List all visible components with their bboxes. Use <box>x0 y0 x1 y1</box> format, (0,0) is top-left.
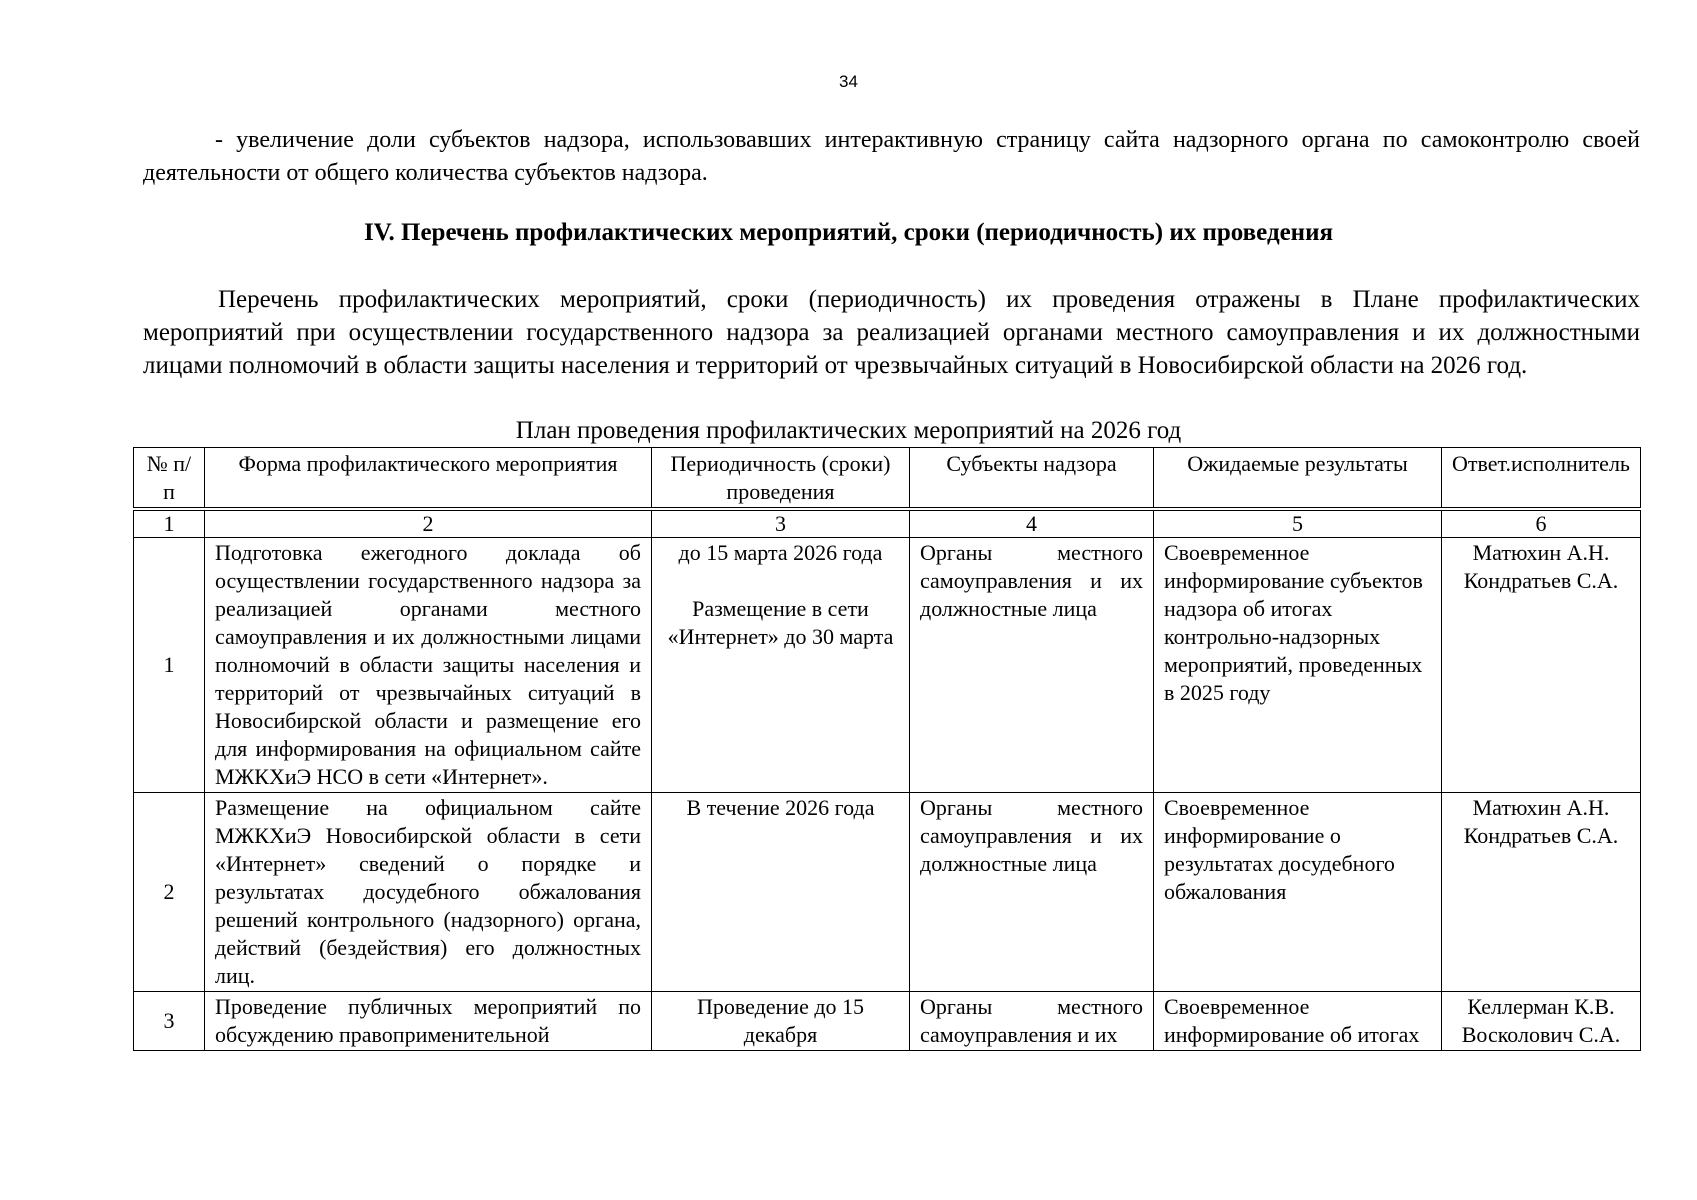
row-period <box>652 538 910 793</box>
column-number: 3 <box>652 509 910 538</box>
header-form: Форма профилактического мероприятия <box>205 448 652 510</box>
row-period: В течение 2026 года <box>652 793 910 992</box>
row-executor <box>1442 992 1641 1051</box>
column-number: 4 <box>910 509 1154 538</box>
row-form: Подготовка ежегодного доклада об осуществлении государственного надзора за реализацией органами местного самоуправления и их должностными лицами полномочий в области защиты населения и территорий от чрезвычайных ситуаций в Новосибирской области и размещение его для информирования на официальном сайте МЖКХиЭ НСО в сети «Интернет». <box>205 538 652 793</box>
table-header-row <box>134 448 1641 510</box>
row-number: 2 <box>134 793 205 992</box>
executor-name: Келлерман К.В. <box>1467 994 1615 1019</box>
row-results: Своевременное информирование об итогах <box>1154 992 1442 1051</box>
row-period-deadline: до 15 марта 2026 года <box>678 540 883 565</box>
row-period-publication: Размещение в сети «Интернет» до 30 марта <box>667 596 894 649</box>
executor-name: Кондратьев С.А. <box>1463 823 1619 848</box>
row-subjects: Органы местного самоуправления и их должностные лица <box>910 793 1154 992</box>
row-results: Своевременное информирование о результатах досудебного обжалования <box>1154 793 1442 992</box>
column-number: 2 <box>205 509 652 538</box>
header-number: № п/п <box>134 448 205 510</box>
executor-name: Матюхин А.Н. <box>1472 540 1610 565</box>
column-number: 6 <box>1442 509 1641 538</box>
header-results: Ожидаемые результаты <box>1154 448 1442 510</box>
row-subjects: Органы местного самоуправления и их <box>910 992 1154 1051</box>
row-form: Проведение публичных мероприятий по обсуждению правоприменительной <box>205 992 652 1051</box>
header-period: Периодичность (сроки) проведения <box>652 448 910 510</box>
table-caption: План проведения профилактических мероприятий на 2026 год <box>515 417 1182 444</box>
row-results: Своевременное информирование субъектов надзора об итогах контрольно-надзорных мероприятий, проведенных в 2025 году <box>1154 538 1442 793</box>
table-row <box>134 793 1641 992</box>
row-form: Размещение на официальном сайте МЖКХиЭ Новосибирской области в сети «Интернет» сведений о порядке и результатах досудебного обжалования решений контрольного (надзорного) органа, действий (бездействия) его должностных лиц. <box>205 793 652 992</box>
column-number-row <box>134 509 1641 538</box>
intro-paragraph: - увеличение доли субъектов надзора, использовавших интерактивную страницу сайта надзорного органа по самоконтролю своей деятельности от общего количества субъектов надзора. <box>143 127 1640 186</box>
table-row <box>134 992 1641 1051</box>
header-subjects: Субъекты надзора <box>910 448 1154 510</box>
row-period: Проведение до 15 декабря <box>652 992 910 1051</box>
row-executor <box>1442 538 1641 793</box>
executor-name: Матюхин А.Н. <box>1472 795 1610 820</box>
column-number: 1 <box>134 509 205 538</box>
row-executor <box>1442 793 1641 992</box>
section-heading: IV. Перечень профилактических мероприятий, сроки (периодичность) их проведения <box>363 219 1334 246</box>
executor-name: Восколович С.А. <box>1461 1022 1621 1047</box>
executor-name: Кондратьев С.А. <box>1463 568 1619 593</box>
plan-table <box>133 447 1641 1051</box>
row-subjects: Органы местного самоуправления и их должностные лица <box>910 538 1154 793</box>
row-number: 3 <box>134 992 205 1051</box>
header-executor: Ответ.исполнитель <box>1442 448 1641 510</box>
body-paragraph: Перечень профилактических мероприятий, сроки (периодичность) их проведения отражены в Плане профилактических мероприятий при осуществлении государственного надзора за реализацией органами местного самоуправления и их должностными лицами полномочий в области защиты населения и территорий от чрезвычайных ситуаций в Новосибирской области на 2026 год. <box>143 286 1640 379</box>
row-number: 1 <box>134 538 205 793</box>
column-number: 5 <box>1154 509 1442 538</box>
table-row <box>134 538 1641 793</box>
page-number: 34 <box>839 72 858 91</box>
